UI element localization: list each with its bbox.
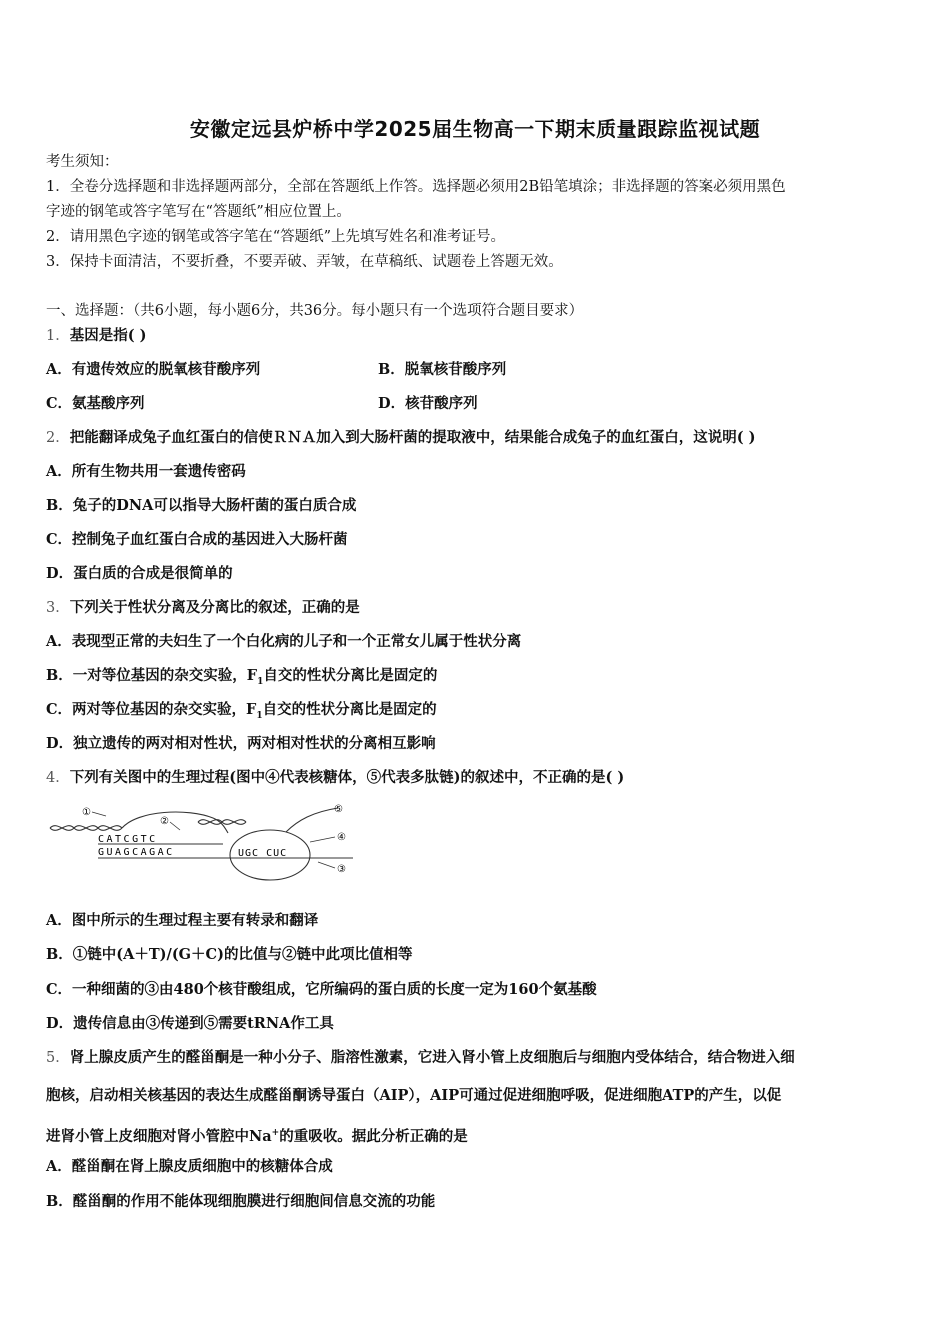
q2-option-d: D．蛋白质的合成是很简单的 [46,565,233,582]
q3-option-b: B．一对等位基因的杂交实验，$F_1$自交的性状分离比是固定的 [46,667,438,687]
question-number: 1． [46,328,70,344]
q4-option-c: C．一种细菌的③由480个核苷酸组成，它所编码的蛋白质的长度一定为160个氨基酸 [46,981,597,998]
q1-option-c: C．氨基酸序列 [46,395,145,412]
q1-option-d: D．核苷酸序列 [378,395,478,412]
label-4: ④ [337,832,346,843]
notice-item-1: 1．全卷分选择题和非选择题两部分，全部在答题纸上作答。选择题必须用2B铅笔填涂；非选择题的答案必须用黑色 [46,179,786,195]
q1-option-b: B．脱氧核苷酸序列 [378,361,507,378]
q5-option-b: B．醛甾酮的作用不能体现细胞膜进行细胞间信息交流的功能 [46,1193,436,1210]
question-5-line-2: 胞核，启动相关核基因的表达生成醛甾酮诱导蛋白（AIP），AIP可通过促进细胞呼吸，促进细胞ATP的产生，以促 [46,1087,782,1104]
question-number: 5． [46,1050,70,1066]
question-5-line-1 [46,1048,795,1068]
section-heading: 一、选择题：（共6小题，每小题6分，共36分。每小题只有一个选项符合题目要求） [46,303,584,319]
question-text: 下列有关图中的生理过程(图中④代表核糖体，⑤代表多肽链)的叙述中，不正确的是( ) [69,769,625,786]
transcription-translation-diagram [48,800,363,885]
question-1-stem [46,326,147,346]
ribosome-codons: UGC CUC [238,848,288,859]
q5-option-a: A．醛甾酮在肾上腺皮质细胞中的核糖体合成 [46,1158,333,1175]
question-text: 下列关于性状分离及分离比的叙述，正确的是 [69,599,360,616]
q2-option-a: A．所有生物共用一套遗传密码 [46,463,246,480]
question-number: 3． [46,600,70,616]
q4-option-b: B．①链中(A＋T)/(G＋C)的比值与②链中此项比值相等 [46,946,413,963]
q3-option-c: C．两对等位基因的杂交实验，$F_1$自交的性状分离比是固定的 [46,701,437,721]
mrna-sequence: GUAGCAGAC [98,847,175,858]
question-2-stem [46,428,756,448]
notice-heading: 考生须知： [46,154,119,170]
q3-option-d: D．独立遗传的两对相对性状，两对相对性状的分离相互影响 [46,735,436,752]
q4-option-a: A．图中所示的生理过程主要有转录和翻译 [46,912,319,929]
page-title: 安徽定远县炉桥中学2025届生物高一下期末质量跟踪监视试题 [189,117,761,141]
label-2: ② [160,816,169,827]
q1-option-a: A．有遗传效应的脱氧核苷酸序列 [46,361,261,378]
q2-option-c: C．控制兔子血红蛋白合成的基因进入大肠杆菌 [46,531,348,548]
question-4-stem [46,768,624,788]
question-text: 肾上腺皮质产生的醛甾酮是一种小分子、脂溶性激素，它进入肾小管上皮细胞后与细胞内受体结合，结合物进入细 [69,1049,795,1066]
question-text: 把能翻译成兔子血红蛋白的信使ＲＮＡ加入到大肠杆菌的提取液中，结果能合成兔子的血红蛋白，这说明( ) [69,429,756,446]
question-text: 基因是指( ) [69,327,147,344]
question-3-stem [46,598,360,618]
question-5-line-3: 进肾小管上皮细胞对肾小管腔中Na+的重吸收。据此分析正确的是 [46,1127,468,1145]
question-number: 2． [46,430,70,446]
q4-option-d: D．遗传信息由③传递到⑤需要tRNA作工具 [46,1015,334,1032]
label-1: ① [82,807,91,818]
notice-item-2: 2．请用黑色字迹的钢笔或答字笔在“答题纸”上先填写姓名和准考证号。 [46,229,506,245]
question-number: 4． [46,770,70,786]
q3-option-a: A．表现型正常的夫妇生了一个白化病的儿子和一个正常女儿属于性状分离 [46,633,522,650]
q2-option-b: B．兔子的DNA可以指导大肠杆菌的蛋白质合成 [46,497,357,514]
label-5: ⑤ [334,804,343,815]
notice-item-1-cont: 字迹的钢笔或答字笔写在“答题纸”相应位置上。 [46,204,351,220]
dna-strand-sequence: CATCGTC [98,834,158,845]
notice-item-3: 3．保持卡面清洁，不要折叠，不要弄破、弄皱，在草稿纸、试题卷上答题无效。 [46,254,563,270]
label-3: ③ [337,864,346,875]
